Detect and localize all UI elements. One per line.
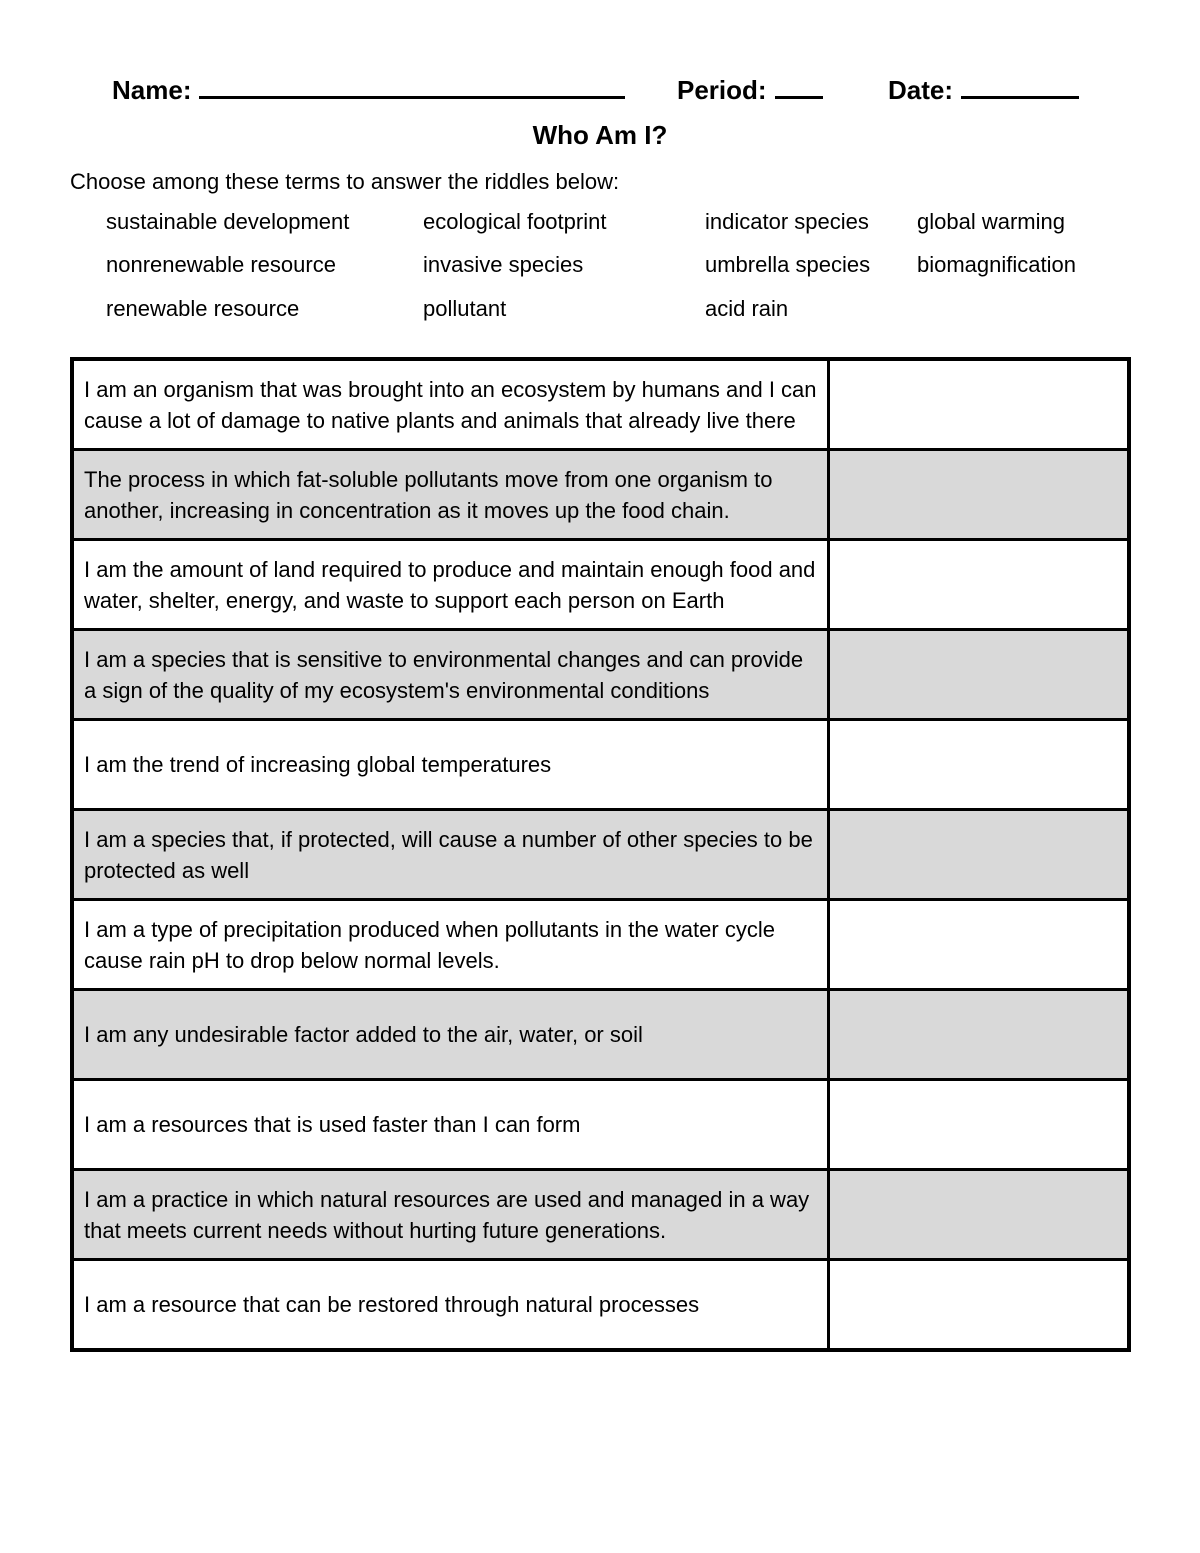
name-label: Name: xyxy=(112,75,192,105)
riddle-row xyxy=(72,630,1129,720)
riddle-row xyxy=(72,1170,1129,1260)
riddle-text: The process in which fat-soluble pollutants move from one organism to another, increasing in concentration as it moves up the food chain. xyxy=(72,450,828,540)
word-bank-term: sustainable development xyxy=(106,209,350,234)
answer-cell[interactable] xyxy=(828,1260,1129,1351)
riddle-text: I am a species that is sensitive to environmental changes and can provide a sign of the quality of my ecosystem's environmental conditions xyxy=(72,630,828,720)
riddle-text: I am a species that, if protected, will cause a number of other species to be protected as well xyxy=(72,810,828,900)
answer-cell[interactable] xyxy=(828,1080,1129,1170)
instructions: Choose among these terms to answer the riddles below: xyxy=(70,169,620,194)
riddle-text: I am the amount of land required to produce and maintain enough food and water, shelter, energy, and waste to support each person on Earth xyxy=(72,540,828,630)
riddle-text: I am a resource that can be restored through natural processes xyxy=(72,1260,828,1351)
name-blank[interactable] xyxy=(199,70,625,99)
answer-cell[interactable] xyxy=(828,1170,1129,1260)
riddle-text: I am any undesirable factor added to the air, water, or soil xyxy=(72,990,828,1080)
riddle-row xyxy=(72,450,1129,540)
answer-cell[interactable] xyxy=(828,540,1129,630)
riddle-row xyxy=(72,359,1129,450)
word-bank-term: umbrella species xyxy=(705,252,871,277)
date-field xyxy=(888,70,1079,107)
word-bank-term: indicator species xyxy=(705,209,869,234)
riddle-text: I am a practice in which natural resources are used and managed in a way that meets current needs without hurting future generations. xyxy=(72,1170,828,1260)
date-label: Date: xyxy=(888,75,954,105)
answer-cell[interactable] xyxy=(828,630,1129,720)
riddle-row xyxy=(72,1080,1129,1170)
name-field xyxy=(112,70,625,107)
riddle-row xyxy=(72,990,1129,1080)
word-bank-term: biomagnification xyxy=(917,252,1076,277)
word-bank-term: global warming xyxy=(917,209,1065,234)
worksheet-header xyxy=(0,70,1200,106)
answer-cell[interactable] xyxy=(828,450,1129,540)
period-label: Period: xyxy=(677,75,767,105)
answer-cell[interactable] xyxy=(828,720,1129,810)
period-blank[interactable] xyxy=(775,70,823,99)
answer-cell[interactable] xyxy=(828,900,1129,990)
riddle-row xyxy=(72,900,1129,990)
riddle-text: I am the trend of increasing global temperatures xyxy=(72,720,828,810)
word-bank-term: acid rain xyxy=(705,296,789,321)
riddle-text: I am a resources that is used faster than I can form xyxy=(72,1080,828,1170)
answer-cell[interactable] xyxy=(828,990,1129,1080)
riddle-text: I am an organism that was brought into an ecosystem by humans and I can cause a lot of damage to native plants and animals that already live there xyxy=(72,359,828,450)
word-bank-term: invasive species xyxy=(423,252,584,277)
riddle-row xyxy=(72,720,1129,810)
riddle-text: I am a type of precipitation produced when pollutants in the water cycle cause rain pH to drop below normal levels. xyxy=(72,900,828,990)
riddle-table xyxy=(70,357,1131,1352)
word-bank xyxy=(0,207,1200,337)
word-bank-term: ecological footprint xyxy=(423,209,607,234)
riddle-row xyxy=(72,540,1129,630)
answer-cell[interactable] xyxy=(828,359,1129,450)
date-blank[interactable] xyxy=(961,70,1079,99)
word-bank-term: nonrenewable resource xyxy=(106,252,336,277)
page-title: Who Am I? xyxy=(532,120,668,150)
riddle-row xyxy=(72,1260,1129,1351)
answer-cell[interactable] xyxy=(828,810,1129,900)
word-bank-term: pollutant xyxy=(423,296,507,321)
period-field xyxy=(677,70,823,107)
word-bank-term: renewable resource xyxy=(106,296,300,321)
riddle-row xyxy=(72,810,1129,900)
